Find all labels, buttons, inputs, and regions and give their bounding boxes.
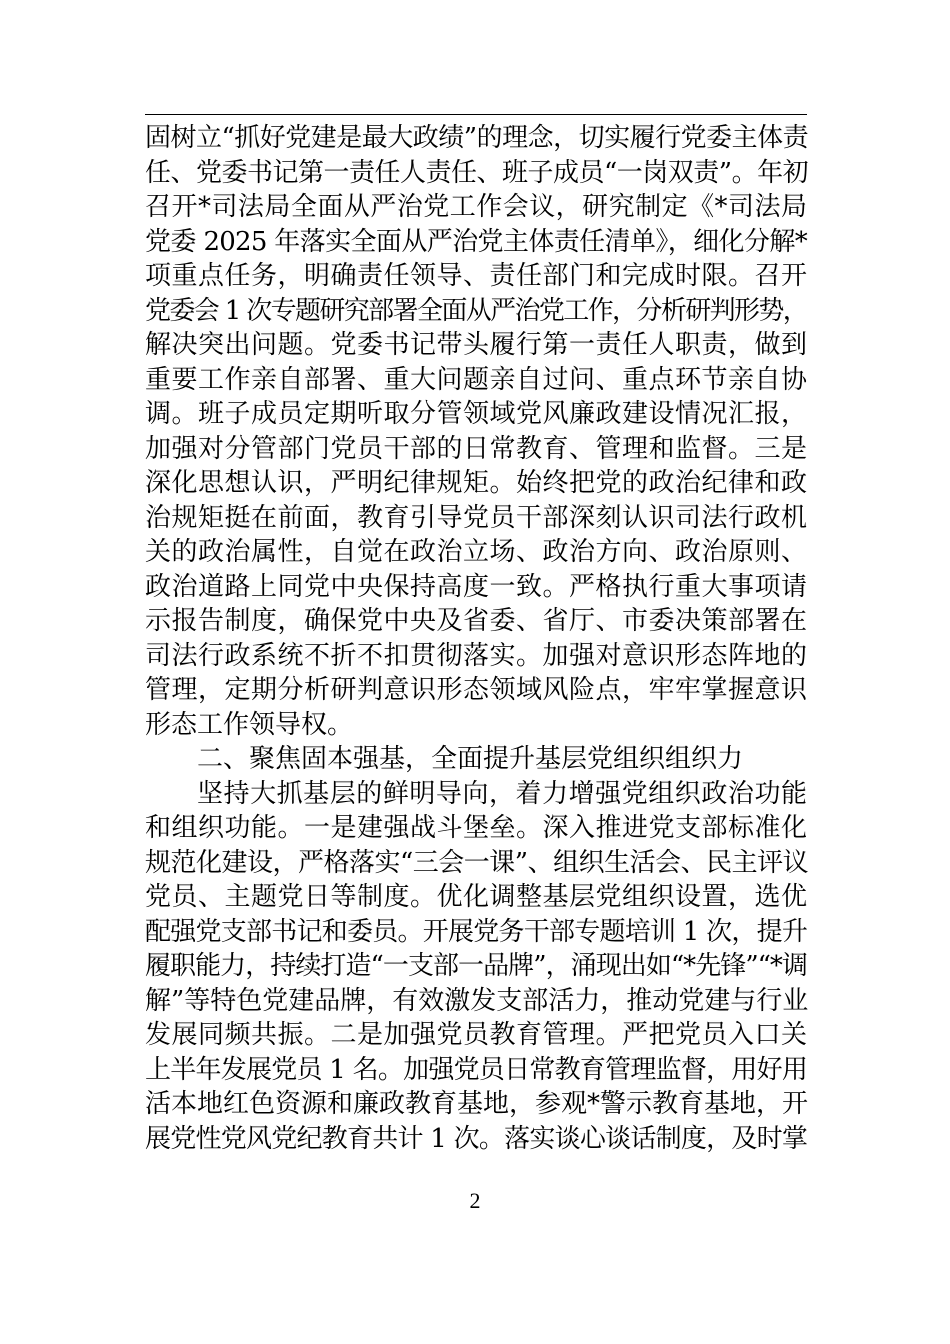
text-line: 治规矩挺在前面，教育引导党员干部深刻认识司法行政机 xyxy=(145,502,807,533)
body-text xyxy=(145,121,807,1156)
text-line: 固树立“抓好党建是最大政绩”的理念，切实履行党委主体责 xyxy=(145,123,809,153)
text-line: 坚持大抓基层的鲜明导向，着力增强党组织政治功能 xyxy=(197,778,807,809)
text-line: 政治道路上同党中央保持高度一致。严格执行重大事项请 xyxy=(145,571,807,602)
text-line: 规范化建设，严格落实“三会一课”、组织生活会、民主评议 xyxy=(145,847,809,878)
text-line: 形态工作领导权。 xyxy=(145,709,354,740)
text-line: 加强对分管部门党员干部的日常教育、管理和监督。三是 xyxy=(145,433,807,464)
text-line: 调。班子成员定期听取分管领域党风廉政建设情况汇报， xyxy=(145,399,807,429)
text-line: 项重点任务，明确责任领导、责任部门和完成时限。召开 xyxy=(145,261,807,291)
text-line: 党委 2025 年落实全面从严治党主体责任清单》，细化分解* xyxy=(145,226,807,257)
text-line: 党委会 1 次专题研究部署全面从严治党工作，分析研判形势， xyxy=(145,295,807,326)
text-line: 发展同频共振。二是加强党员教育管理。严把党员入口关 xyxy=(145,1020,807,1050)
text-line: 示报告制度，确保党中央及省委、省厅、市委决策部署在 xyxy=(145,606,807,636)
text-line: 司法行政系统不折不扣贯彻落实。加强对意识形态阵地的 xyxy=(145,640,807,671)
text-line: 解决突出问题。党委书记带头履行第一责任人职责，做到 xyxy=(145,330,807,360)
text-line: 党员、主题党日等制度。优化调整基层党组织设置，选优 xyxy=(145,882,807,912)
text-line: 展党性党风党纪教育共计 1 次。落实谈心谈话制度，及时掌 xyxy=(145,1123,808,1154)
text-line: 配强党支部书记和委员。开展党务干部专题培训 1 次，提升 xyxy=(145,916,808,947)
text-line: 深化思想认识，严明纪律规矩。始终把党的政治纪律和政 xyxy=(145,468,807,498)
text-line: 和组织功能。一是建强战斗堡垒。深入推进党支部标准化 xyxy=(145,813,807,843)
text-line: 解”等特色党建品牌，有效激发支部活力，推动党建与行业 xyxy=(145,985,809,1016)
text-line: 履职能力，持续打造“一支部一品牌”，涌现出如“*先锋”“*调 xyxy=(145,951,807,981)
page-number: 2 xyxy=(469,1188,481,1213)
text-line: 关的政治属性，自觉在政治立场、政治方向、政治原则、 xyxy=(145,537,807,567)
text-line: 管理，定期分析研判意识形态领域风险点，牢牢掌握意识 xyxy=(145,675,807,705)
text-line: 活本地红色资源和廉政教育基地，参观*警示教育基地，开 xyxy=(145,1089,809,1119)
section-heading: 二、聚焦固本强基，全面提升基层党组织组织力 xyxy=(197,744,744,774)
text-line: 上半年发展党员 1 名。加强党员日常教育管理监督，用好用 xyxy=(145,1054,808,1085)
paragraph-2 xyxy=(145,777,807,1157)
header-rule xyxy=(145,114,807,115)
paragraph-1 xyxy=(145,121,807,742)
text-line: 召开*司法局全面从严治党工作会议，研究制定《*司法局 xyxy=(145,192,807,222)
text-line: 重要工作亲自部署、重大问题亲自过问、重点环节亲自协 xyxy=(145,364,807,395)
text-line: 任、党委书记第一责任人责任、班子成员“一岗双责”。年初 xyxy=(145,157,809,188)
